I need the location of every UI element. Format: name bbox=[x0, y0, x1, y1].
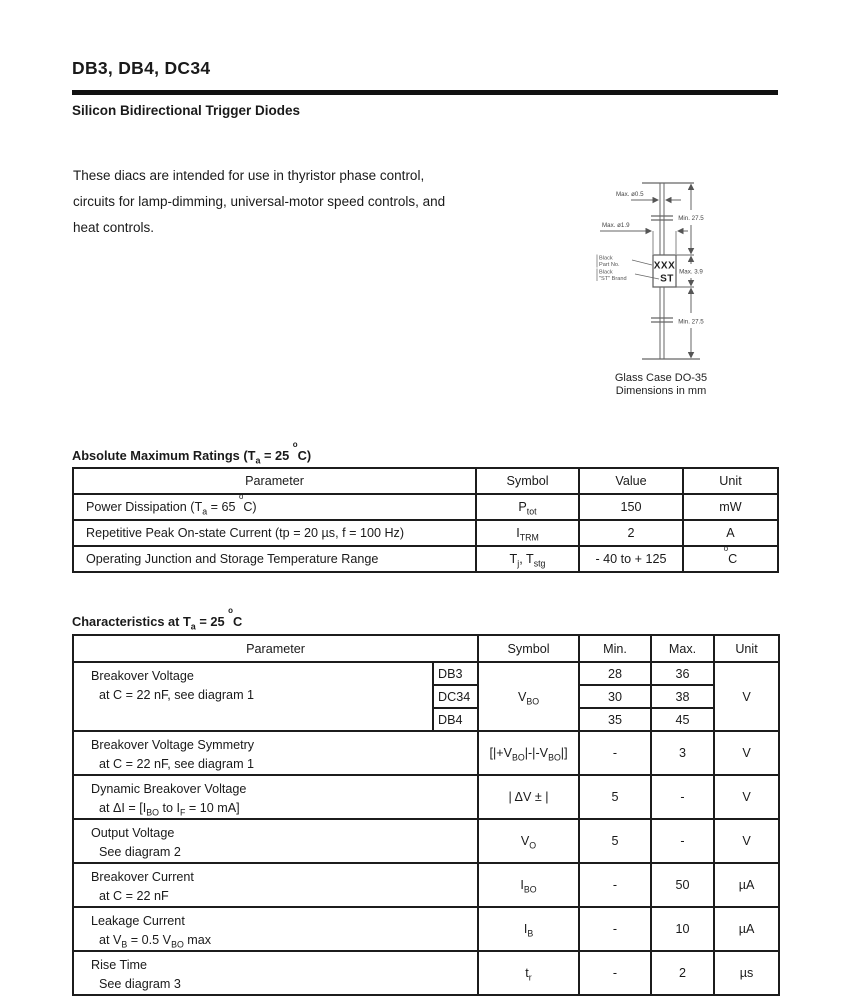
parameter-title: Rise Time bbox=[91, 958, 147, 972]
symbol-cell: $P_{tot}$ bbox=[476, 494, 579, 520]
package-outline-drawing bbox=[588, 160, 783, 405]
column-header-parameter: Parameter bbox=[73, 635, 478, 662]
parameter-title: Output Voltage bbox=[91, 826, 175, 840]
max-cell: 3 bbox=[651, 731, 714, 775]
note-brand: "ST" Brand bbox=[599, 276, 627, 282]
max-cell: 50 bbox=[651, 863, 714, 907]
parameter-condition: See diagram 2 bbox=[99, 845, 181, 859]
unit-cell: V bbox=[714, 775, 779, 819]
table-row bbox=[73, 520, 778, 546]
symbol-cell: $t_r$ bbox=[478, 951, 579, 995]
description-line: heat controls. bbox=[73, 220, 155, 235]
parameter-title: Leakage Current bbox=[91, 914, 185, 928]
note-part-no: Black bbox=[599, 255, 613, 262]
parameter-condition: at $\Delta I = [I_{BO}$ to $I_F = 10$ mA] bbox=[99, 801, 240, 818]
dim-label-bottom-lead-length: Min. 27.5 bbox=[678, 318, 704, 326]
column-header-symbol: Symbol bbox=[476, 468, 579, 494]
table-row bbox=[73, 494, 778, 520]
package-diagram bbox=[588, 160, 783, 405]
column-header-unit: Unit bbox=[683, 468, 778, 494]
max-cell: 45 bbox=[651, 708, 714, 731]
min-cell: - bbox=[579, 731, 651, 775]
parameter-cell bbox=[73, 951, 478, 995]
column-header-value: Value bbox=[579, 468, 683, 494]
unit-cell: A bbox=[683, 520, 778, 546]
unit-cell: $^o$C bbox=[683, 546, 778, 572]
symbol-cell: $[|+V_{BO}|-|-V_{BO}|]$ bbox=[478, 731, 579, 775]
parameter-cell bbox=[73, 819, 478, 863]
value-cell: 150 bbox=[579, 494, 683, 520]
title-rule bbox=[72, 90, 778, 95]
dim-label-body-length: Max. 3.9 bbox=[679, 268, 703, 276]
model-cell: DB4 bbox=[433, 708, 478, 731]
parameter-title: Breakover Voltage Symmetry bbox=[91, 738, 255, 752]
value-cell: 2 bbox=[579, 520, 683, 546]
unit-cell: µA bbox=[714, 907, 779, 951]
symbol-cell: $I_{BO}$ bbox=[478, 863, 579, 907]
unit-cell: V bbox=[714, 731, 779, 775]
max-cell: - bbox=[651, 819, 714, 863]
parameter-condition: at C = 22 nF, see diagram 1 bbox=[99, 688, 255, 702]
min-cell: - bbox=[579, 907, 651, 951]
dim-label-top-lead-length: Min. 27.5 bbox=[678, 215, 704, 222]
min-cell: 5 bbox=[579, 819, 651, 863]
min-cell: - bbox=[579, 951, 651, 995]
min-cell: 5 bbox=[579, 775, 651, 819]
parameter-cell bbox=[73, 775, 478, 819]
description bbox=[73, 163, 445, 241]
unit-cell: mW bbox=[683, 494, 778, 520]
table-row bbox=[73, 775, 779, 819]
parameter-cell: Repetitive Peak On-state Current (tp = 20 µs, f = 100 Hz) bbox=[73, 520, 476, 546]
min-cell: - bbox=[579, 863, 651, 907]
min-cell: 30 bbox=[579, 685, 651, 708]
column-header-max: Max. bbox=[651, 635, 714, 662]
parameter-cell bbox=[73, 662, 433, 731]
note-brand: Black bbox=[599, 269, 613, 276]
parameter-title: Breakover Voltage bbox=[91, 669, 194, 683]
symbol-cell: $I_{TRM}$ bbox=[476, 520, 579, 546]
max-cell: 10 bbox=[651, 907, 714, 951]
column-header-parameter: Parameter bbox=[73, 468, 476, 494]
column-header-unit: Unit bbox=[714, 635, 779, 662]
table-row bbox=[73, 819, 779, 863]
column-header-symbol: Symbol bbox=[478, 635, 579, 662]
dim-label-lead-diameter: Max. ø0.5 bbox=[616, 191, 644, 198]
absolute-maximum-ratings-table bbox=[72, 467, 779, 573]
table-row bbox=[73, 731, 779, 775]
symbol-cell: | ΔV ± | bbox=[478, 775, 579, 819]
parameter-cell bbox=[73, 907, 478, 951]
min-cell: 28 bbox=[579, 662, 651, 685]
table-row bbox=[73, 863, 779, 907]
parameter-cell: Operating Junction and Storage Temperature Range bbox=[73, 546, 476, 572]
description-line: circuits for lamp-dimming, universal-motor speed controls, and bbox=[73, 194, 446, 209]
characteristics-table bbox=[72, 634, 780, 996]
min-cell: 35 bbox=[579, 708, 651, 731]
model-cell: DB3 bbox=[433, 662, 478, 685]
marking-part-number: XXX bbox=[653, 260, 676, 272]
symbol-cell: $V_{BO}$ bbox=[478, 662, 579, 731]
table-row bbox=[73, 662, 779, 685]
column-header-min: Min. bbox=[579, 635, 651, 662]
unit-cell: µA bbox=[714, 863, 779, 907]
note-part-no: Part No. bbox=[599, 262, 620, 268]
symbol-cell: $T_j$, $T_{stg}$ bbox=[476, 546, 579, 572]
unit-cell: V bbox=[714, 662, 779, 731]
parameter-cell: Power Dissipation ($T_a = 65$ $^o$C) bbox=[73, 494, 476, 520]
max-cell: 38 bbox=[651, 685, 714, 708]
parameter-condition: See diagram 3 bbox=[99, 977, 181, 991]
table-row bbox=[73, 951, 779, 995]
unit-cell: µs bbox=[714, 951, 779, 995]
symbol-cell: $V_O$ bbox=[478, 819, 579, 863]
page-subtitle: Silicon Bidirectional Trigger Diodes bbox=[72, 103, 301, 118]
page-title: DB3, DB4, DC34 bbox=[72, 58, 211, 78]
diagram-caption: Glass Case DO-35 bbox=[614, 372, 708, 384]
value-cell: - 40 to + 125 bbox=[579, 546, 683, 572]
max-cell: - bbox=[651, 775, 714, 819]
parameter-condition: at C = 22 nF, see diagram 1 bbox=[99, 757, 255, 771]
parameter-cell bbox=[73, 863, 478, 907]
symbol-cell: $I_B$ bbox=[478, 907, 579, 951]
section-heading-characteristics: Characteristics at $T_a = 25$ $^o$C bbox=[72, 606, 243, 632]
parameter-condition: at C = 22 nF bbox=[99, 889, 169, 903]
max-cell: 36 bbox=[651, 662, 714, 685]
description-line: These diacs are intended for use in thyristor phase control, bbox=[73, 168, 425, 183]
table-row bbox=[73, 907, 779, 951]
diagram-caption: Dimensions in mm bbox=[615, 385, 707, 397]
unit-cell: V bbox=[714, 819, 779, 863]
dim-label-body-diameter: Max. ø1.9 bbox=[602, 222, 630, 229]
parameter-title: Breakover Current bbox=[91, 870, 194, 884]
section-heading-absolute-maximum-ratings: Absolute Maximum Ratings ($T_a = 25$ $^o$C) bbox=[72, 440, 312, 466]
parameter-condition: at $V_B = 0.5$ $V_{BO}$ max bbox=[99, 933, 212, 950]
marking-brand: ST bbox=[660, 273, 674, 285]
max-cell: 2 bbox=[651, 951, 714, 995]
table-row bbox=[73, 546, 778, 572]
parameter-title: Dynamic Breakover Voltage bbox=[91, 782, 247, 796]
parameter-cell bbox=[73, 731, 478, 775]
model-cell: DC34 bbox=[433, 685, 478, 708]
